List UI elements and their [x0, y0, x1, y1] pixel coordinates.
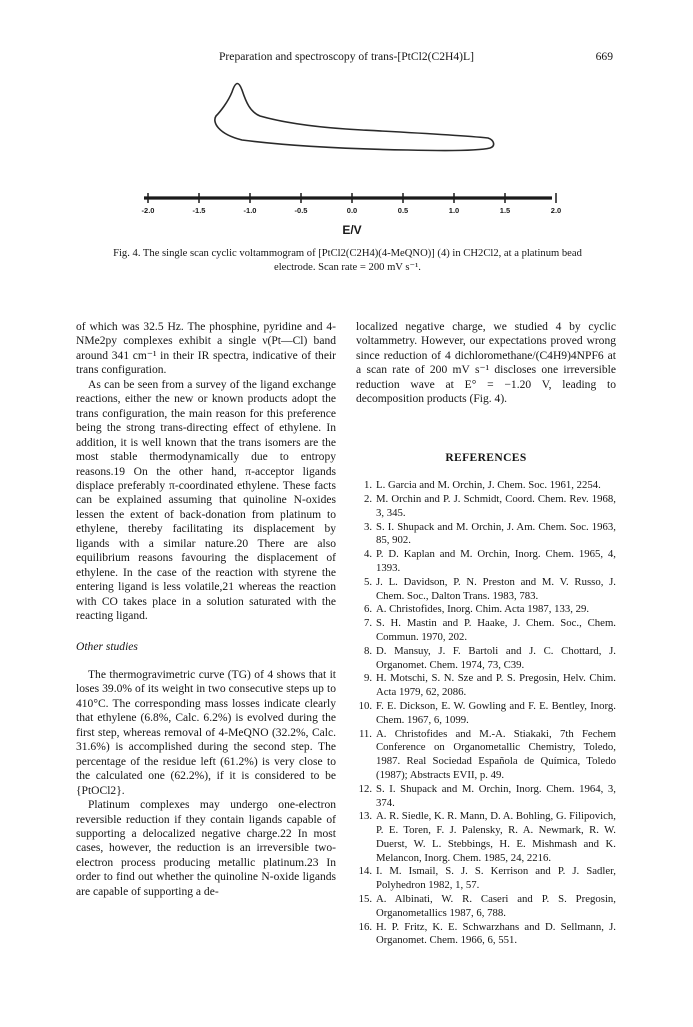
reference-text: S. I. Shupack and M. Orchin, Inorg. Chem. 1964, 3, 374.	[376, 782, 616, 809]
x-tick-label: 0.0	[346, 206, 358, 215]
reference-number: 6.	[363, 603, 372, 616]
reference-text: A. R. Siedle, K. R. Mann, D. A. Bohling, G. Filipovich, P. E. Toren, F. J. Palensky, R. A. Newmark, R. W. Duerst, W. L. Stebbings, H. E. Mishmash and K. Melancon, Inorg. Chem. 1985, 24, 2216.	[376, 810, 616, 864]
x-tick-label: -0.5	[294, 206, 308, 215]
figure-caption: Fig. 4. The single scan cyclic voltammogram of [PtCl2(C2H4)(4-MeQNO)] (4) in CH2Cl2, at a platinum bead electrode. Scan rate = 200 mV s⁻¹.	[113, 248, 582, 273]
reference-text: A. Christofides, Inorg. Chim. Acta 1987, 133, 29.	[376, 603, 590, 616]
reference-number: 10.	[358, 699, 372, 712]
reference-item	[356, 576, 616, 604]
x-axis-label: E/V	[342, 223, 362, 237]
reference-item	[356, 728, 616, 783]
x-tick-label: 1.5	[499, 206, 511, 215]
reference-number: 11.	[358, 727, 372, 740]
reference-item	[356, 700, 616, 728]
reference-item	[356, 921, 616, 949]
reference-text: J. L. Davidson, P. N. Preston and M. V. Russo, J. Chem. Soc., Dalton Trans. 1983, 783.	[376, 575, 616, 602]
reference-number: 4.	[363, 548, 372, 561]
reference-number: 16.	[358, 920, 372, 933]
reference-number: 14.	[358, 865, 372, 878]
reference-item	[356, 672, 616, 700]
reference-text: S. H. Mastin and P. Haake, J. Chem. Soc., Chem. Commun. 1970, 202.	[376, 617, 616, 643]
page-number: 669	[595, 50, 613, 63]
reference-number: 9.	[363, 672, 372, 685]
reference-item	[356, 603, 616, 617]
reference-number: 15.	[358, 893, 372, 906]
reference-item	[356, 865, 616, 893]
left-column	[76, 320, 336, 899]
reference-item	[356, 645, 616, 673]
x-tick-label: -1.5	[192, 206, 206, 215]
running-title: Preparation and spectroscopy of trans-[PtCl2(C2H4)L]	[218, 50, 474, 63]
x-tick-label: 1.0	[448, 206, 460, 215]
reference-text: M. Orchin and P. J. Schmidt, Coord. Chem. Rev. 1968, 3, 345.	[376, 492, 616, 519]
right-column	[356, 320, 616, 948]
x-tick-label: 0.5	[397, 206, 409, 215]
reference-list	[356, 479, 616, 948]
reference-item	[356, 893, 616, 921]
cyclic-voltammogram-figure	[138, 72, 578, 252]
reference-text: I. M. Ismail, S. J. S. Kerrison and P. J. Sadler, Polyhedron 1982, 1, 57.	[376, 865, 616, 892]
reference-number: 5.	[363, 575, 372, 588]
x-tick-label: -1.0	[243, 206, 257, 215]
voltammogram-plot	[138, 72, 578, 252]
reference-number: 3.	[363, 520, 372, 533]
body-paragraph: As can be seen from a survey of the ligand exchange reactions, either the new or known products adopt the trans configuration, the main reason for this preference being the strong trans-directing effect of ethylene. In addition, it is well known that the trans isomers are the most stable thermodynamically due to entropy reasons.19 On the other hand, π-acceptor ligands displace preferably π-coordinated ethylene. These facts can be explained assuming that quinoline N-oxides lessen the extent of back-donation from platinum to ethylene, thereby facilitating its displacement by ligands with a similar nature.20 There are also equilibrium reasons favouring the displacement of ethylene. In the case of the reaction with styrene the entering ligand is less volatile,21 whereas the reaction with CO takes place in a solution saturated with the reacting ligand.	[76, 378, 336, 623]
reference-item	[356, 521, 616, 549]
reference-item	[356, 810, 616, 865]
x-tick-label: 2.0	[550, 206, 562, 215]
reference-text: P. D. Kaplan and M. Orchin, Inorg. Chem. 1965, 4, 1393.	[376, 548, 616, 574]
reference-number: 2.	[363, 492, 372, 505]
reference-text: S. I. Shupack and M. Orchin, J. Am. Chem. Soc. 1963, 85, 902.	[376, 520, 616, 547]
body-paragraph: Platinum complexes may undergo one-electron reversible reduction if they contain ligands capable of supporting a delocalized negative charge.22 In most cases, however, the reduction is an irreversible two-electron process producing metallic platinum.23 In order to find out whether the quinoline N-oxide ligands are capable of supporting a de-	[76, 799, 336, 898]
body-paragraph: The thermogravimetric curve (TG) of 4 shows that it loses 39.0% of its weight in two consecutive steps up to 410°C. The corresponding mass losses indicate clearly that ethylene (6.8%, Calc. 6.2%) is evolved during the first step, whereas removal of 4-MeQNO (32.2%, Calc. 31.6%) is accomplished during the second step. The percentage of the residue left (61.2%) is very close to the calculated one (62.2%), if it is considered to be {PtOCl2}.	[76, 668, 336, 797]
reference-text: F. E. Dickson, E. W. Gowling and F. E. Bentley, Inorg. Chem. 1967, 6, 1099.	[376, 699, 616, 726]
reference-item	[356, 783, 616, 811]
reference-item	[356, 493, 616, 521]
reference-item	[356, 479, 616, 493]
reference-text: H. P. Fritz, K. E. Schwarzhans and D. Sellmann, J. Organomet. Chem. 1966, 6, 551.	[376, 920, 616, 947]
running-head	[80, 50, 613, 66]
reference-item	[356, 548, 616, 576]
voltammogram-trace	[215, 84, 494, 151]
reference-text: H. Motschi, S. N. Sze and P. S. Pregosin, Helv. Chim. Acta 1979, 62, 2086.	[376, 672, 616, 699]
reference-text: D. Mansuy, J. F. Bartoli and J. C. Chottard, J. Organomet. Chem. 1974, 73, C39.	[376, 644, 616, 671]
reference-text: A. Christofides and M.-A. Stiakaki, 7th Fechem Conference on Organometallic Chemistry, Toledo, 1987. Real Sociedad Española de Química, Toledo (1987); Abstracts EVII, p. 49.	[376, 727, 616, 781]
reference-text: L. Garcia and M. Orchin, J. Chem. Soc. 1961, 2254.	[376, 479, 601, 492]
body-paragraph: localized negative charge, we studied 4 by cyclic voltammetry. However, our expectations proved wrong since reduction of 4 dichloromethane/(C4H9)4NPF6 at a scan rate of 200 mV s⁻¹ discloses one irreversible reduction wave at E° = −1.20 V, leading to decomposition products (Fig. 4).	[356, 321, 616, 406]
reference-number: 1.	[363, 479, 372, 492]
reference-number: 8.	[363, 644, 372, 657]
body-paragraph: of which was 32.5 Hz. The phosphine, pyridine and 4-NMe2py complexes exhibit a single ν(Pt—Cl) band around 341 cm⁻¹ in their IR spectra, indicative of their trans configuration.	[76, 321, 336, 377]
reference-text: A. Albinati, W. R. Caseri and P. S. Pregosin, Organometallics 1987, 6, 788.	[376, 893, 616, 919]
reference-number: 13.	[358, 810, 372, 823]
references-heading: REFERENCES	[445, 451, 527, 464]
section-subheading: Other studies	[76, 640, 138, 653]
reference-number: 12.	[358, 782, 372, 795]
reference-item	[356, 617, 616, 645]
reference-number: 7.	[363, 617, 372, 630]
x-tick-label: -2.0	[141, 206, 155, 215]
